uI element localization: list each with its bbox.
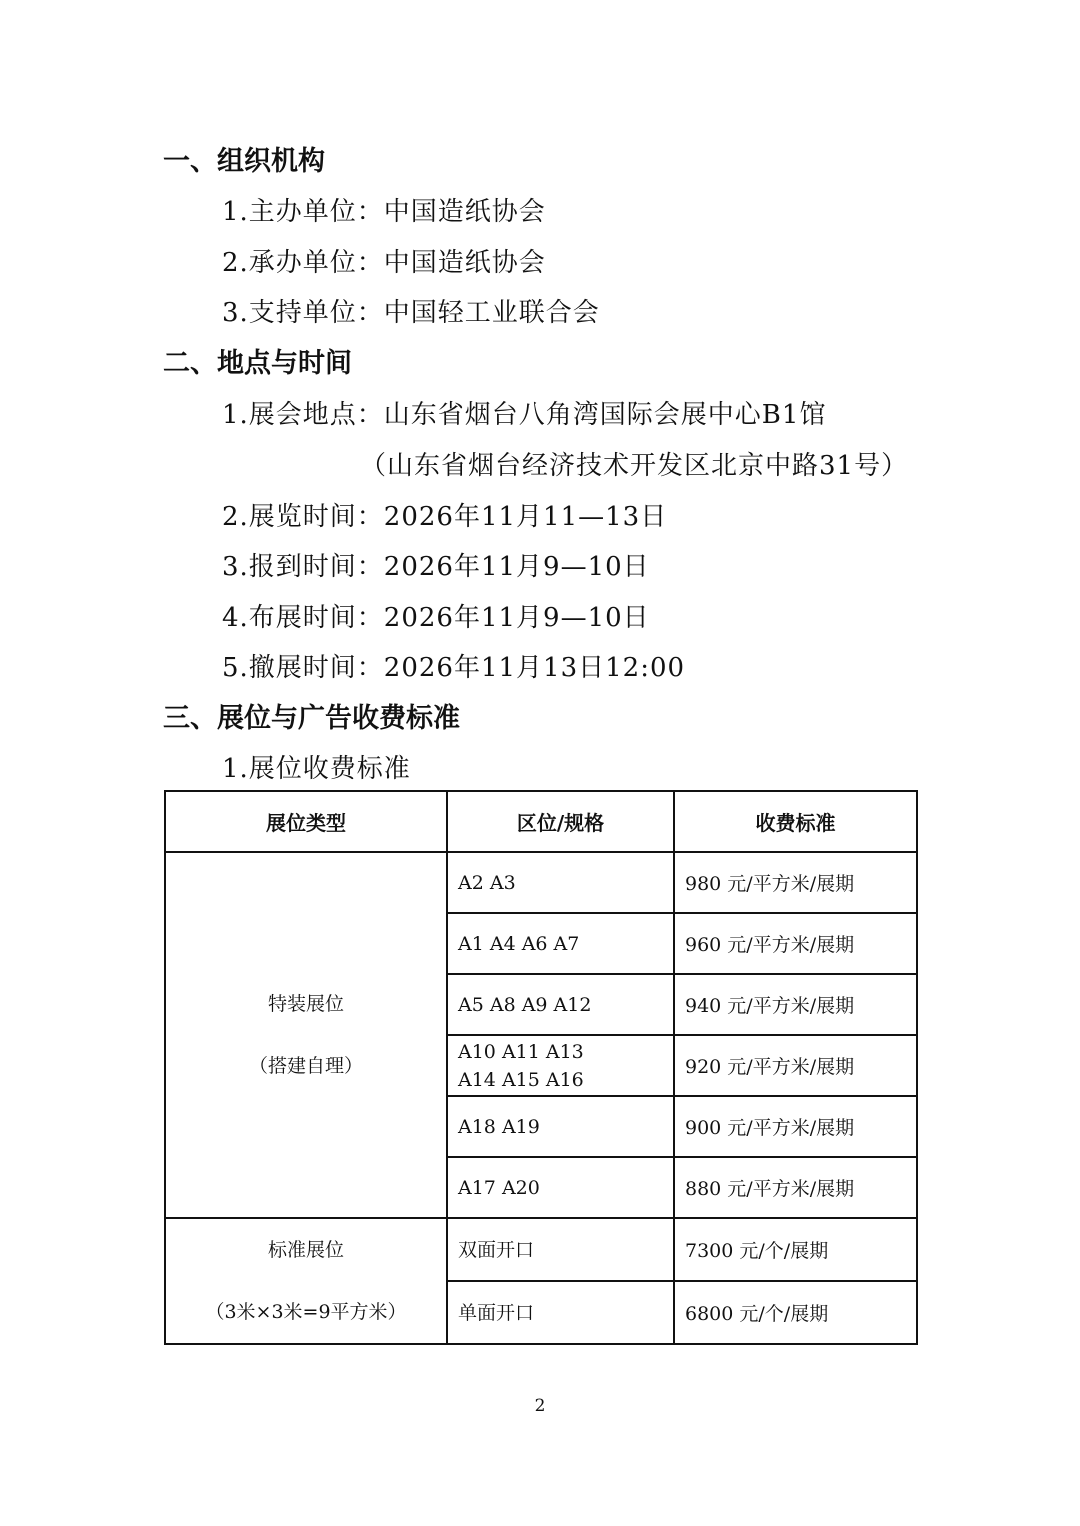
category-standard-booth [165, 1218, 447, 1344]
booth-fee-subheading: 1.展位收费标准 [222, 754, 411, 784]
table-row [165, 1218, 917, 1281]
header-fee-standard: 收费标准 [674, 791, 917, 852]
fee-cell: 6800 元/个/展期 [674, 1281, 917, 1344]
section-heading-fees: 三、展位与广告收费标准 [163, 703, 460, 734]
zone-cell-line-2: A14 A15 A16 [458, 1068, 584, 1091]
fee-cell: 940 元/平方米/展期 [674, 974, 917, 1035]
section-heading-organization: 一、组织机构 [163, 146, 325, 177]
fee-cell: 920 元/平方米/展期 [674, 1035, 917, 1096]
zone-cell: A2 A3 [447, 852, 674, 913]
zone-cell: A5 A8 A9 A12 [447, 974, 674, 1035]
zone-cell-line-1: A10 A11 A13 [458, 1040, 584, 1063]
dismantle-time-line: 5.撤展时间：2026年11月13日12:00 [222, 653, 686, 683]
category-special-booth [165, 852, 447, 1218]
zone-cell: A17 A20 [447, 1157, 674, 1218]
fee-cell: 980 元/平方米/展期 [674, 852, 917, 913]
zone-cell: A1 A4 A6 A7 [447, 913, 674, 974]
supporting-unit-line: 3.支持单位：中国轻工业联合会 [222, 298, 600, 328]
category-special-label: 特装展位 [267, 993, 344, 1015]
host-unit-line: 1.主办单位：中国造纸协会 [222, 197, 546, 227]
category-special-note: （搭建自理） [248, 1055, 363, 1077]
zone-cell [447, 1035, 674, 1096]
fee-cell: 7300 元/个/展期 [674, 1218, 917, 1281]
venue-line: 1.展会地点：山东省烟台八角湾国际会展中心B1馆 [222, 400, 827, 430]
exhibition-time-line: 2.展览时间：2026年11月11—13日 [222, 502, 668, 532]
section-heading-venue-time: 二、地点与时间 [163, 348, 352, 379]
booth-fee-table [164, 790, 918, 1345]
zone-cell: 单面开口 [447, 1281, 674, 1344]
table-row [165, 852, 917, 913]
header-zone-spec: 区位/规格 [447, 791, 674, 852]
table-header-row [165, 791, 917, 852]
zone-cell: A18 A19 [447, 1096, 674, 1157]
fee-cell: 880 元/平方米/展期 [674, 1157, 917, 1218]
registration-time-line: 3.报到时间：2026年11月9—10日 [222, 552, 650, 582]
setup-time-line: 4.布展时间：2026年11月9—10日 [222, 603, 650, 633]
page-number: 2 [534, 1396, 546, 1416]
fee-cell: 960 元/平方米/展期 [674, 913, 917, 974]
zone-cell: 双面开口 [447, 1218, 674, 1281]
organizer-unit-line: 2.承办单位：中国造纸协会 [222, 248, 546, 278]
category-standard-note: （3米×3米=9平方米） [205, 1301, 407, 1323]
fee-cell: 900 元/平方米/展期 [674, 1096, 917, 1157]
venue-address-line: （山东省烟台经济技术开发区北京中路31号） [360, 451, 909, 481]
category-standard-label: 标准展位 [267, 1239, 344, 1261]
header-booth-type: 展位类型 [165, 791, 447, 852]
